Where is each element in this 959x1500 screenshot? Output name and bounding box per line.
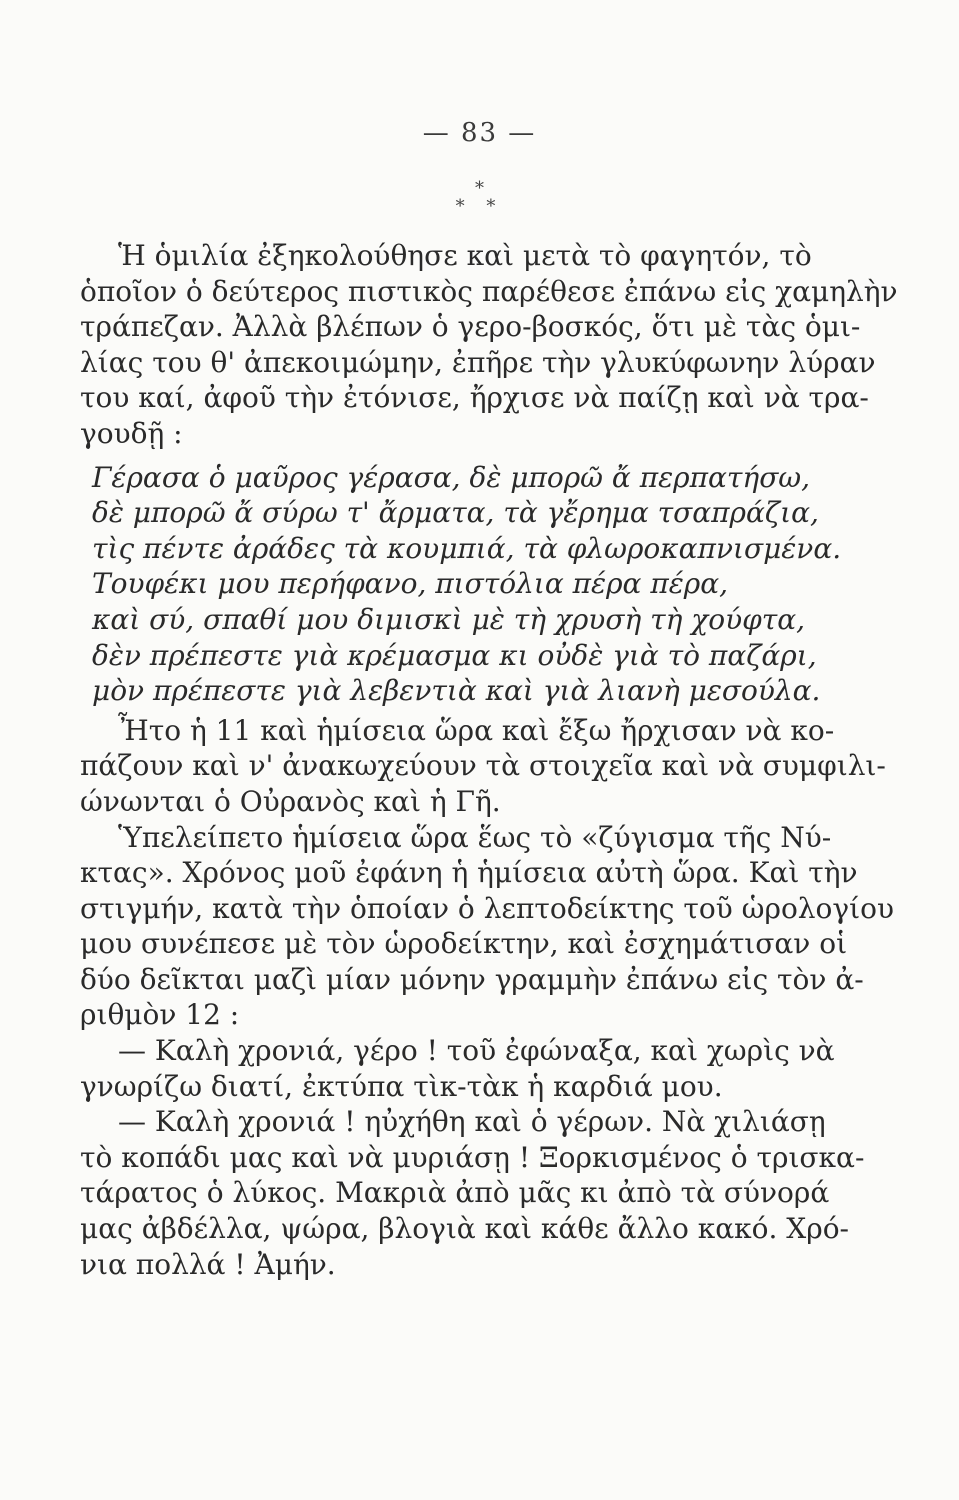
text-line: τάρατος ὁ λύκος. Μακριὰ ἀπὸ μᾶς κι ἀπὸ τὰ σύνορά (80, 1176, 830, 1210)
text-line: τὸ κοπάδι μας καὶ νὰ μυριάσῃ ! Ξορκισμένος ὁ τρισκα- (80, 1140, 865, 1174)
text-line: ὁποῖον ὁ δεύτερος πιστικὸς παρέθεσε ἐπάνω εἰς χαμηλὴν (80, 274, 898, 308)
verse-line: Γέρασα ὁ μαῦρος γέρασα, δὲ μπορῶ ἄ περπατήσω, (92, 460, 811, 494)
text-line: γουδῇ : (80, 416, 183, 450)
text-line: Ἡ ὁμιλία ἐξηκολούθησε καὶ μετὰ τὸ φαγητόν, τὸ (118, 239, 812, 272)
body-text (80, 238, 898, 1282)
ornament-bottom-stars: * * (455, 196, 504, 217)
verse-line: μὸν πρέπεστε γιὰ λεβεντιὰ καὶ γιὰ λιανὴ μεσούλα. (92, 674, 821, 708)
text-line: μου συνέπεσε μὲ τὸν ὡροδείκτην, καὶ ἐσχημάτισαν οἱ (80, 927, 848, 961)
verse-line: καὶ σύ, σπαθί μου διμισκὶ μὲ τὴ χρυσὴ τὴ χούφτα, (92, 602, 806, 636)
text-line: — Καλὴ χρονιά, γέρο ! τοῦ ἐφώναξα, καὶ χωρὶς νὰ (118, 1034, 835, 1068)
page-number: — 83 — (422, 118, 537, 148)
verse-line: τὶς πέντε ἀράδες τὰ κουμπιά, τὰ φλωροκαπνισμένα. (92, 531, 842, 565)
text-line: λίας του θ' ἀπεκοιμώμην, ἐπῆρε τὴν γλυκύφωνην λύραν (80, 345, 876, 379)
text-line: του καί, ἀφοῦ τὴν ἐτόνισε, ἤρχισε νὰ παίζῃ καὶ νὰ τρα- (80, 381, 869, 415)
text-line: δύο δεῖκται μαζὶ μίαν μόνην γραμμὴν ἐπάνω εἰς τὸν ἀ- (80, 962, 864, 996)
text-line: ώνωνται ὁ Οὐρανὸς καὶ ἡ Γῆ. (80, 784, 501, 818)
text-line: τράπεζαν. Ἀλλὰ βλέπων ὁ γερο-βοσκός, ὅτι μὲ τὰς ὁμι- (80, 310, 861, 344)
verse-line: δὲ μπορῶ ἄ σύρω τ' ἄρματα, τὰ γἔρημα τσαπράζια, (92, 496, 819, 530)
text-line: κτας». Χρόνος μοῦ ἐφάνη ἡ ἡμίσεια αὐτὴ ὥρα. Καὶ τὴν (80, 856, 858, 890)
text-line: μας ἀβδέλλα, ψώρα, βλογιὰ καὶ κάθε ἄλλο κακό. Χρό- (80, 1212, 850, 1246)
text-line: νια πολλά ! Ἀμήν. (80, 1247, 336, 1281)
verse-line: δὲν πρέπεστε γιὰ κρέμασμα κι οὐδὲ γιὰ τὸ παζάρι, (92, 638, 817, 672)
text-line: στιγμήν, κατὰ τὴν ὁποίαν ὁ λεπτοδείκτης τοῦ ὡρολογίου (80, 891, 894, 925)
ornament-top-star: * (475, 178, 484, 199)
text-line: πάζουν καὶ ν' ἀνακωχεύουν τὰ στοιχεῖα καὶ νὰ συμφιλι- (80, 749, 886, 783)
text-line: Ἦτο ἡ 11 καὶ ἡμίσεια ὥρα καὶ ἔξω ἤρχισαν νὰ κο- (118, 713, 835, 747)
verse-line: Τουφέκι μου περήφανο, πιστόλια πέρα πέρα, (92, 567, 729, 601)
asterism-ornament (0, 180, 959, 216)
text-line: γνωρίζω διατί, ἐκτύπα τὶκ-τὰκ ἡ καρδιά μου. (80, 1069, 723, 1103)
text-line: Ὑπελείπετο ἡμίσεια ὥρα ἕως τὸ «ζύγισμα τῆς Νύ- (118, 820, 832, 854)
text-line: — Καλὴ χρονιά ! ηὐχήθη καὶ ὁ γέρων. Νὰ χιλιάσῃ (118, 1105, 826, 1139)
text-line: ριθμὸν 12 : (80, 998, 240, 1032)
